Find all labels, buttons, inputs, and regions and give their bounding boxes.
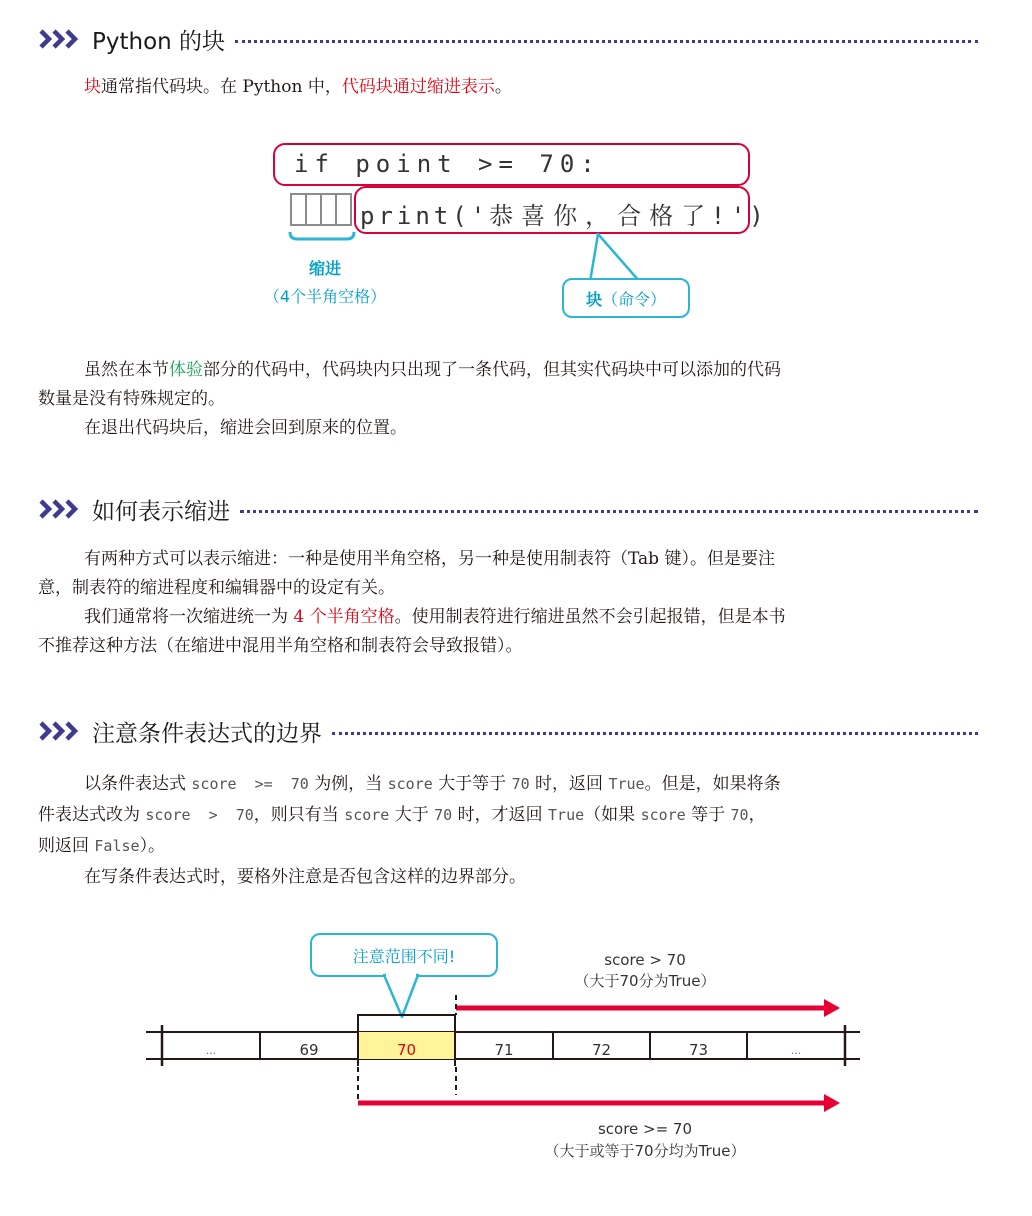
section-heading-2: [38, 494, 978, 524]
cell-71: 71: [494, 1041, 514, 1059]
highlight-term: 体验: [169, 360, 203, 380]
indent-label: 缩进: [308, 259, 341, 278]
text: 在退出代码块后，缩进会回到原来的位置。: [84, 418, 407, 438]
ge-description: （大于或等于70分均为True）: [544, 1142, 746, 1160]
text: 大于: [389, 805, 435, 825]
text: 则返回: [38, 836, 95, 856]
code-line-if: if point >= 70:: [294, 150, 601, 178]
text: 等于: [685, 805, 731, 825]
section-title: Python 的块: [92, 28, 226, 55]
triple-chevron-icon: [38, 498, 84, 520]
text: 在写条件表达式时，要格外注意是否包含这样的边界部分。: [84, 867, 526, 887]
code-string: 恭喜你，合格了!: [489, 202, 731, 230]
paragraph-boundary: [38, 769, 973, 893]
block-desc: （命令）: [602, 289, 667, 309]
text: 。但是，如果将条: [644, 774, 781, 794]
text: 时，返回: [529, 774, 609, 794]
paragraph-block-count: [38, 356, 973, 443]
indent-description: （4个半角空格）: [263, 287, 387, 306]
inline-code: True: [608, 775, 645, 793]
text: 意，制表符的缩进程度和编辑器中的设定有关。: [38, 578, 395, 598]
triple-chevron-icon: [38, 720, 84, 742]
section-title: 如何表示缩进: [92, 498, 230, 525]
text: 大于等于: [432, 774, 512, 794]
text: 时，才返回: [452, 805, 549, 825]
inline-code: False: [94, 837, 140, 855]
block-bubble: [562, 278, 690, 318]
inline-code: score: [640, 806, 686, 824]
inline-code: 70: [730, 806, 749, 824]
gt-expression: score > 70: [604, 951, 686, 969]
code-part: '): [730, 202, 768, 230]
dotted-rule: [332, 732, 978, 735]
highlight-term: 4 个半角空格: [293, 607, 395, 627]
inline-code: score > 70: [145, 806, 254, 824]
gt-description: （大于70分为True）: [574, 972, 716, 990]
text: 数量是没有特殊规定的。: [38, 389, 225, 409]
text: ）。: [139, 836, 166, 856]
section-heading-3: [38, 716, 978, 746]
paragraph-block-intro: [38, 73, 973, 102]
cell-69: 69: [299, 1041, 319, 1059]
paragraph-indent-methods: [38, 545, 973, 661]
cell-72: 72: [591, 1041, 612, 1059]
highlight-term: 块: [84, 77, 101, 97]
triple-chevron-icon: [38, 28, 84, 50]
inline-code: 70: [434, 806, 453, 824]
text: 以条件表达式: [84, 774, 192, 794]
cell-ellipsis-right: ...: [790, 1043, 802, 1057]
number-line-cells: [162, 1032, 848, 1068]
text: 虽然在本节: [84, 360, 169, 380]
note-bubble-text: 注意范围不同!: [352, 946, 456, 966]
text: 。使用制表符进行缩进虽然不会引起报错，但是本书: [394, 607, 786, 627]
inline-code: score: [344, 806, 390, 824]
text: 部分的代码中，代码块内只出现了一条代码，但其实代码块中可以添加的代码: [203, 360, 781, 380]
code-line-print: [360, 196, 768, 231]
text: 通常指代码块。在 Python 中，: [101, 77, 342, 97]
text: ，则只有当: [253, 805, 345, 825]
inline-code: True: [548, 806, 585, 824]
ge-expression: score >= 70: [597, 1120, 693, 1138]
cell-ellipsis-left: ...: [205, 1043, 217, 1057]
text: 。: [494, 77, 512, 97]
inline-code: 70: [511, 775, 530, 793]
inline-code: score >= 70: [191, 775, 309, 793]
text: ，: [748, 805, 766, 825]
text: 有两种方式可以表示缩进：一种是使用半角空格，另一种是使用制表符（Tab 键）。但是要注: [84, 549, 775, 569]
section-title: 注意条件表达式的边界: [92, 720, 322, 747]
text: （如果: [584, 805, 641, 825]
cell-70: 70: [396, 1041, 417, 1059]
indent-spaces-icon: [290, 193, 354, 227]
note-bubble: [310, 933, 498, 977]
text: 我们通常将一次缩进统一为: [84, 607, 294, 627]
indent-bracket-icon: [287, 230, 357, 246]
section-heading-1: [38, 24, 978, 54]
text: 件表达式改为: [38, 805, 146, 825]
dotted-rule: [240, 510, 978, 513]
dotted-rule: [235, 40, 978, 43]
text: 不推荐这种方法（在缩进中混用半角空格和制表符会导致报错）。: [38, 636, 523, 656]
block-label: 块: [585, 289, 602, 309]
cell-73: 73: [688, 1041, 709, 1059]
text: 为例，当: [308, 774, 388, 794]
code-part: print(': [360, 202, 490, 230]
highlight-term: 代码块通过缩进表示: [341, 77, 495, 97]
inline-code: score: [387, 775, 433, 793]
